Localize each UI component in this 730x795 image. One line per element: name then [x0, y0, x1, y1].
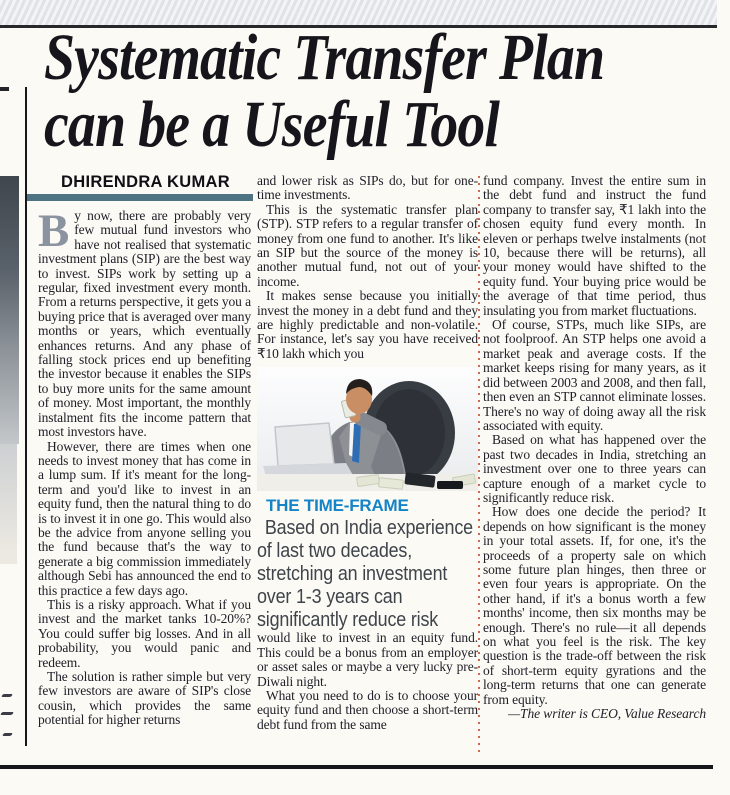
adjacent-column-photo-fragment [0, 176, 19, 444]
author-credit: —The writer is CEO, Value Research [508, 706, 706, 722]
headline-line-2: can be a Useful Tool [44, 88, 500, 161]
paragraph: This is a risky approach. What if you invest and the market tanks 10-20%? You could suffer big losses. And in all probability, you would panic and redeem. [38, 596, 251, 670]
edge-text-fragment [2, 733, 13, 736]
article-photo [257, 367, 478, 491]
paragraph: and lower risk as SIPs do, but for one-time investments. [257, 174, 478, 203]
edge-text-fragment [0, 712, 14, 715]
adjacent-column-photo-fade [0, 444, 17, 564]
paragraph: Based on what has happened over the past two decades in India, stretching an investment over one to three years can capture enough of a market cycle to significantly reduce risk. [483, 432, 706, 505]
paragraph: would like to invest in an equity fund. This could be a bonus from an employer or asset sales or maybe a very lucky pre-Diwali night. [257, 630, 478, 689]
paragraph: fund company. Invest the entire sum in the debt fund and instruct the fund company to transfer say, ₹1 lakh into the chosen equity fund every month. In eleven or perhaps twelve instalments (not 10, because there will be returns), all your money would have shifted to the equity fund. Your buying price would be the average of that time period, thus insulating you from market fluctuations. [483, 174, 706, 318]
paragraph: This is the systematic transfer plan (STP). STP refers to a regular transfer of money from one fund to another. It's like an SIP but the source of the money is another mutual fund, not out of your income. [257, 201, 478, 289]
article-column-1 [38, 209, 251, 762]
byline-rule [27, 194, 253, 201]
photo-desk-with-cash [257, 472, 478, 491]
paragraph: The solution is rather simple but very few investors are aware of SIP's close cousin, which provides the same potential for higher returns [38, 669, 251, 728]
paragraph: Of course, STPs, much like SIPs, are not foolproof. An STP helps one avoid a market peak and average costs. If the market keeps rising for many years, as it did between 2003 and 2008, and then fall, then even an STP cannot eliminate losses. There's no way of doing away all the risk associated with equity. [483, 317, 706, 433]
article-column-2 [257, 174, 478, 763]
paragraph: What you need to do is to choose your equity fund and then choose a short-term debt fund from the same [257, 687, 478, 732]
article-headline [44, 21, 706, 161]
scan-edge-dash [0, 87, 9, 91]
section-kicker: THE TIME-FRAME [266, 496, 409, 516]
byline: DHIRENDRA KUMAR [61, 173, 230, 191]
drop-cap: B [38, 209, 70, 257]
edge-text-fragment [1, 694, 13, 697]
dotted-column-rule [478, 176, 480, 754]
headline-line-1: Systematic Transfer Plan [44, 21, 605, 94]
paragraph-text: y now, there are probably very few mutual fund investors who have not realised that systematic investment plans (SIP) are the best way to invest. SIPs work by setting up a regular, fixed investment every month. From a returns perspective, it gets you a buying price that is averaged over many months or years, which eventually enhances returns. And any phase of falling stock prices end up benefiting the investor because it enables the SIPs to buy more units for the same amount of money. Most important, the monthly instalment fits the income pattern that most investors have. [38, 209, 251, 440]
paragraph: However, there are times when one needs to invest money that has come in a lump sum. If it's meant for the long-term and you'd like to invest in an equity fund, then the natural thing to do is to invest it in one go. This would also be the advice from anyone selling you the fund because that's the way to generate a big commission immediately although Sebi has announced the end to this practice a few days ago. [38, 438, 251, 598]
bottom-rule [0, 765, 713, 769]
paragraph [38, 209, 251, 440]
paragraph: How does one decide the period? It depends on how significant is the money in your total assets. If, for one, it's the proceeds of a property sale on which some future plan hinges, then three or even four years is appropriate. On the other hand, if it's a bonus worth a few months' income, then six months may be enough. There's no rule—it all depends on what you feel is the risk. The key question is the trade-off between the risk of short-term equity gyrations and the long-term returns that one can generate from equity. [483, 504, 706, 707]
left-column-rule [25, 87, 27, 746]
pull-quote: Based on India experience of last two decades, stretching an investment over 1-3 years can significantly reduce risk [257, 516, 473, 632]
article-column-3 [483, 174, 706, 764]
paragraph: It makes sense because you initially invest the money in a debt fund and they are highly predictable and non-volatile. For instance, let's say you have received ₹10 lakh which you [257, 288, 478, 361]
